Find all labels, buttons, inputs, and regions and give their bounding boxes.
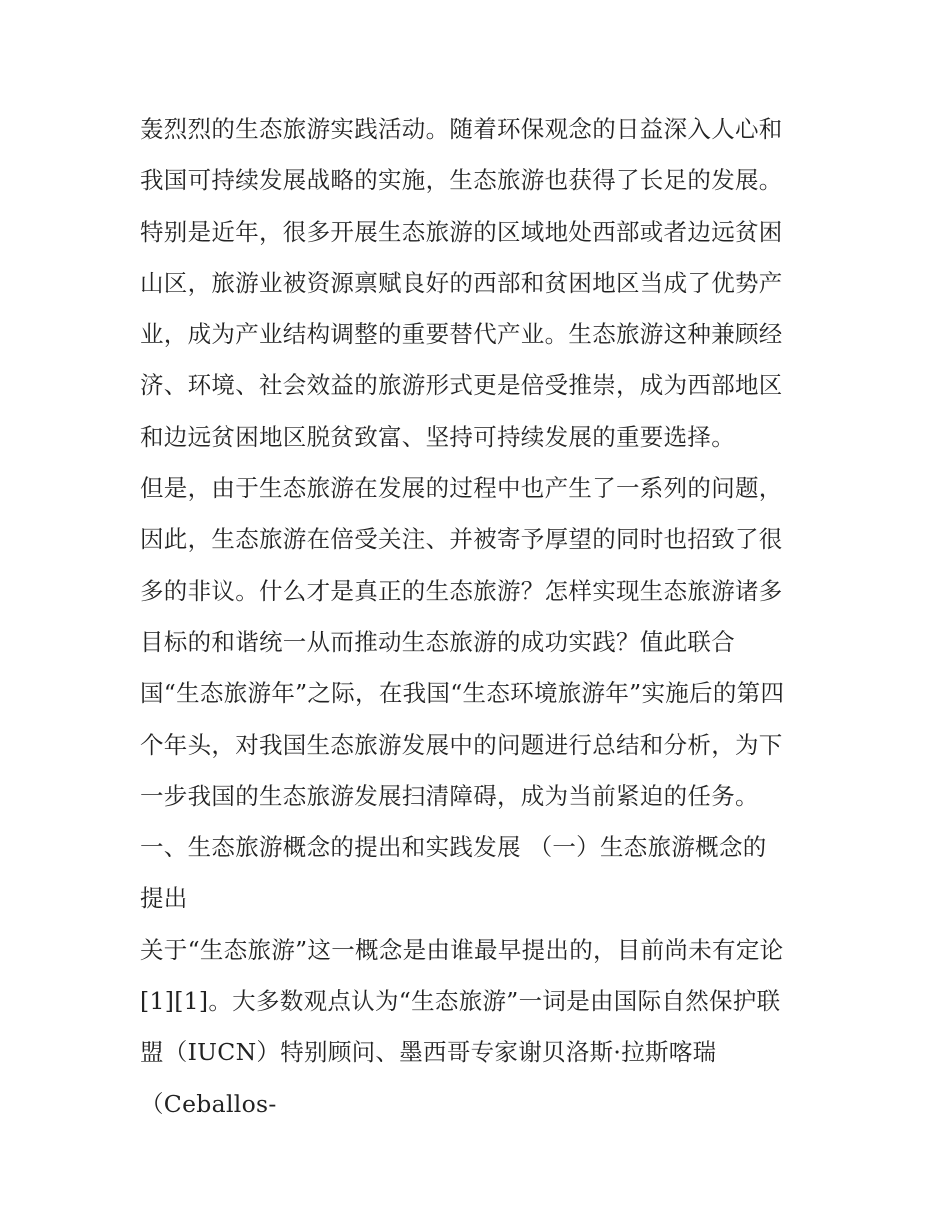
section-heading-line-1: 一、生态旅游概念的提出和实践发展 （一）生态旅游概念的 — [140, 833, 767, 862]
text-line-14: 一步我国的生态旅游发展扫清障碍，成为当前紧迫的任务。 — [140, 781, 759, 810]
text-line-2: 我国可持续发展战略的实施，生态旅游也获得了长足的发展。 — [140, 166, 783, 195]
text-line-7: 和边远贫困地区脱贫致富、坚持可持续发展的重要选择。 — [140, 422, 735, 451]
body-text — [140, 104, 820, 1130]
text-line-19: 盟（IUCN）特别顾问、墨西哥专家谢贝洛斯·拉斯喀瑞 — [140, 1038, 717, 1067]
text-line-20: （Ceballos- — [140, 1089, 277, 1118]
text-line-10: 多的非议。什么才是真正的生态旅游？怎样实现生态旅游诸多 — [140, 576, 783, 605]
text-line-1: 轰烈烈的生态旅游实践活动。随着环保观念的日益深入人心和 — [140, 115, 783, 143]
text-line-5: 业，成为产业结构调整的重要替代产业。生态旅游这种兼顾经 — [140, 320, 783, 349]
text-line-3: 特别是近年，很多开展生态旅游的区域地处西部或者边远贫困 — [140, 217, 783, 246]
text-line-8: 但是，由于生态旅游在发展的过程中也产生了一系列的问题， — [140, 474, 783, 503]
text-line-12: 国“生态旅游年”之际，在我国“生态环境旅游年”实施后的第四 — [140, 679, 785, 708]
text-line-13: 个年头，对我国生态旅游发展中的问题进行总结和分析，为下 — [140, 730, 783, 759]
text-line-17: 关于“生态旅游”这一概念是由谁最早提出的，目前尚未有定论 — [140, 935, 784, 964]
text-line-4: 山区，旅游业被资源禀赋良好的西部和贫困地区当成了优势产 — [140, 268, 783, 297]
section-heading-line-2: 提出 — [140, 884, 188, 913]
text-line-6: 济、环境、社会效益的旅游形式更是倍受推崇，成为西部地区 — [140, 371, 783, 400]
text-line-18: [1][1]。大多数观点认为“生态旅游”一词是由国际自然保护联 — [140, 987, 781, 1016]
text-line-11: 目标的和谐统一从而推动生态旅游的成功实践？值此联合 — [140, 627, 735, 656]
text-line-9: 因此，生态旅游在倍受关注、并被寄予厚望的同时也招致了很 — [140, 525, 783, 554]
